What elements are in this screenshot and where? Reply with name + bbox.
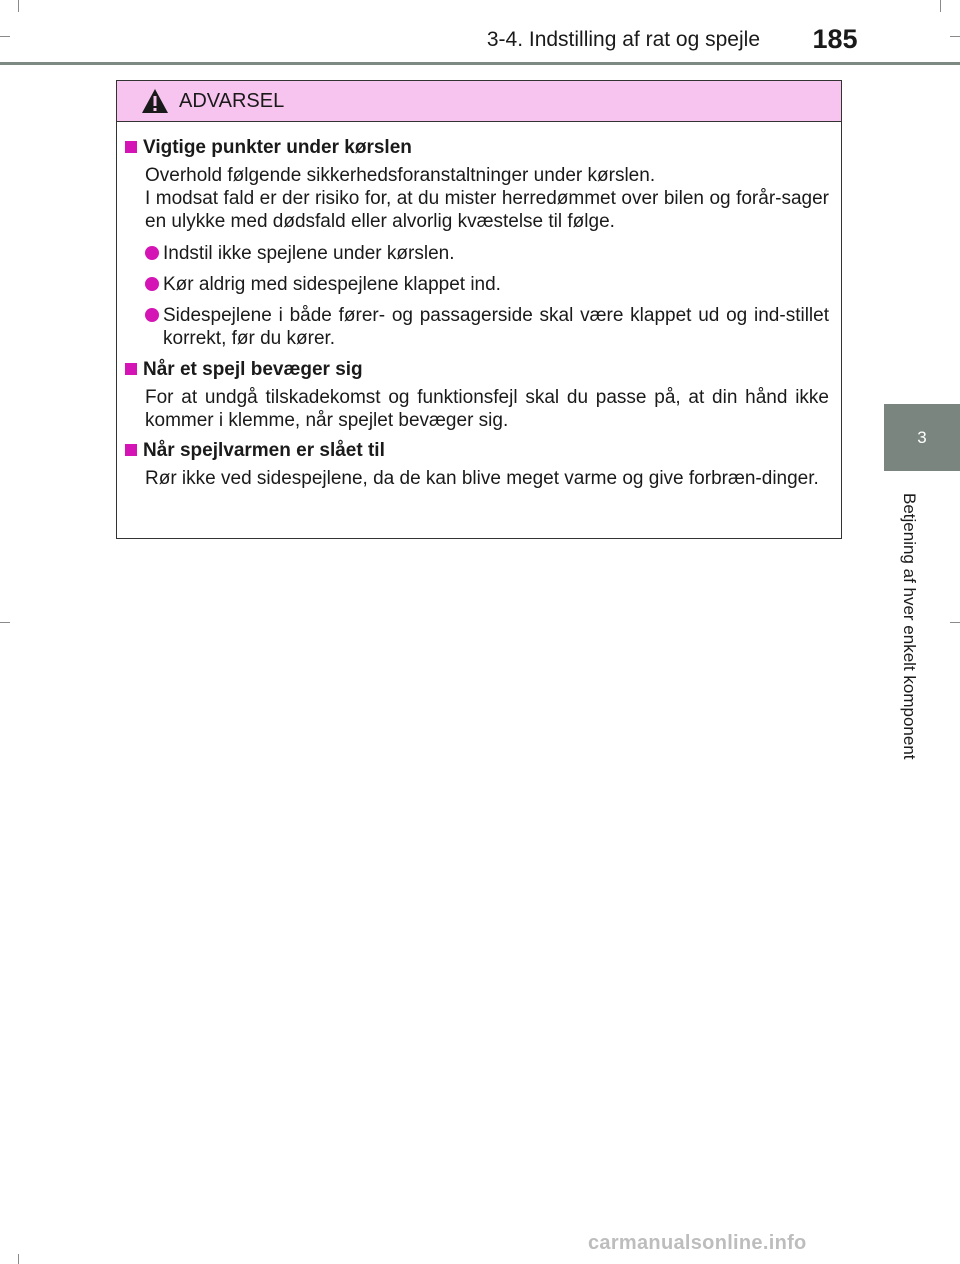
- paragraph: Rør ikke ved sidespejlene, da de kan blive meget varme og give forbræn-dinger.: [145, 468, 819, 489]
- warning-body: [117, 122, 841, 490]
- square-bullet-icon: [125, 141, 137, 153]
- section-title: [125, 136, 829, 159]
- crop-mark: [18, 0, 19, 12]
- section-title-text: Når et spejl bevæger sig: [143, 359, 363, 380]
- list-item-text: Indstil ikke spejlene under kørslen.: [163, 243, 455, 264]
- square-bullet-icon: [125, 363, 137, 375]
- round-bullet-icon: [145, 277, 159, 291]
- paragraph: Overhold følgende sikkerhedsforanstaltninger under kørslen.: [145, 165, 656, 186]
- paragraph: I modsat fald er der risiko for, at du mister herredømmet over bilen og forår-sager en ulykke med dødsfald eller alvorlig kvæstelse til følge.: [145, 188, 829, 232]
- section-title-text: Vigtige punkter under kørslen: [143, 137, 412, 158]
- list-item: [145, 304, 829, 350]
- warning-section: [125, 136, 829, 350]
- chapter-tab: [884, 404, 960, 471]
- section-title-text: Når spejlvarmen er slået til: [143, 440, 385, 461]
- list-item: [145, 273, 829, 296]
- warning-label: ADVARSEL: [179, 89, 285, 112]
- list-item: [145, 242, 829, 265]
- list-item-text: Kør aldrig med sidespejlene klappet ind.: [163, 274, 501, 295]
- round-bullet-icon: [145, 308, 159, 322]
- paragraph: For at undgå tilskadekomst og funktionsfejl skal du passe på, at din hånd ikke kommer i klemme, når spejlet bevæger sig.: [145, 387, 829, 431]
- crop-mark: [940, 0, 941, 12]
- crop-mark: [0, 622, 10, 623]
- crop-mark: [950, 622, 960, 623]
- page-number: 185: [812, 24, 858, 54]
- chapter-tab-number: 3: [917, 428, 927, 447]
- crop-mark: [0, 36, 10, 37]
- crop-mark: [18, 1254, 19, 1264]
- list-item-text: Sidespejlene i både fører- og passagerside skal være klappet ud og ind-stillet korrekt, før du kører.: [163, 305, 829, 349]
- warning-section: [125, 439, 829, 490]
- section-title: [125, 358, 829, 381]
- watermark: carmanualsonline.info: [588, 1232, 807, 1254]
- warning-box: [116, 80, 842, 539]
- section-title: [125, 439, 829, 462]
- round-bullet-icon: [145, 246, 159, 260]
- chapter-title: 3-4. Indstilling af rat og spejle: [486, 28, 760, 51]
- chapter-tab-label: Betjening af hver enkelt komponent: [900, 493, 919, 760]
- warning-header: [117, 81, 841, 122]
- crop-mark: [950, 36, 960, 37]
- warning-triangle-icon: [141, 88, 169, 114]
- warning-section: [125, 358, 829, 432]
- header-divider: [0, 62, 960, 65]
- square-bullet-icon: [125, 444, 137, 456]
